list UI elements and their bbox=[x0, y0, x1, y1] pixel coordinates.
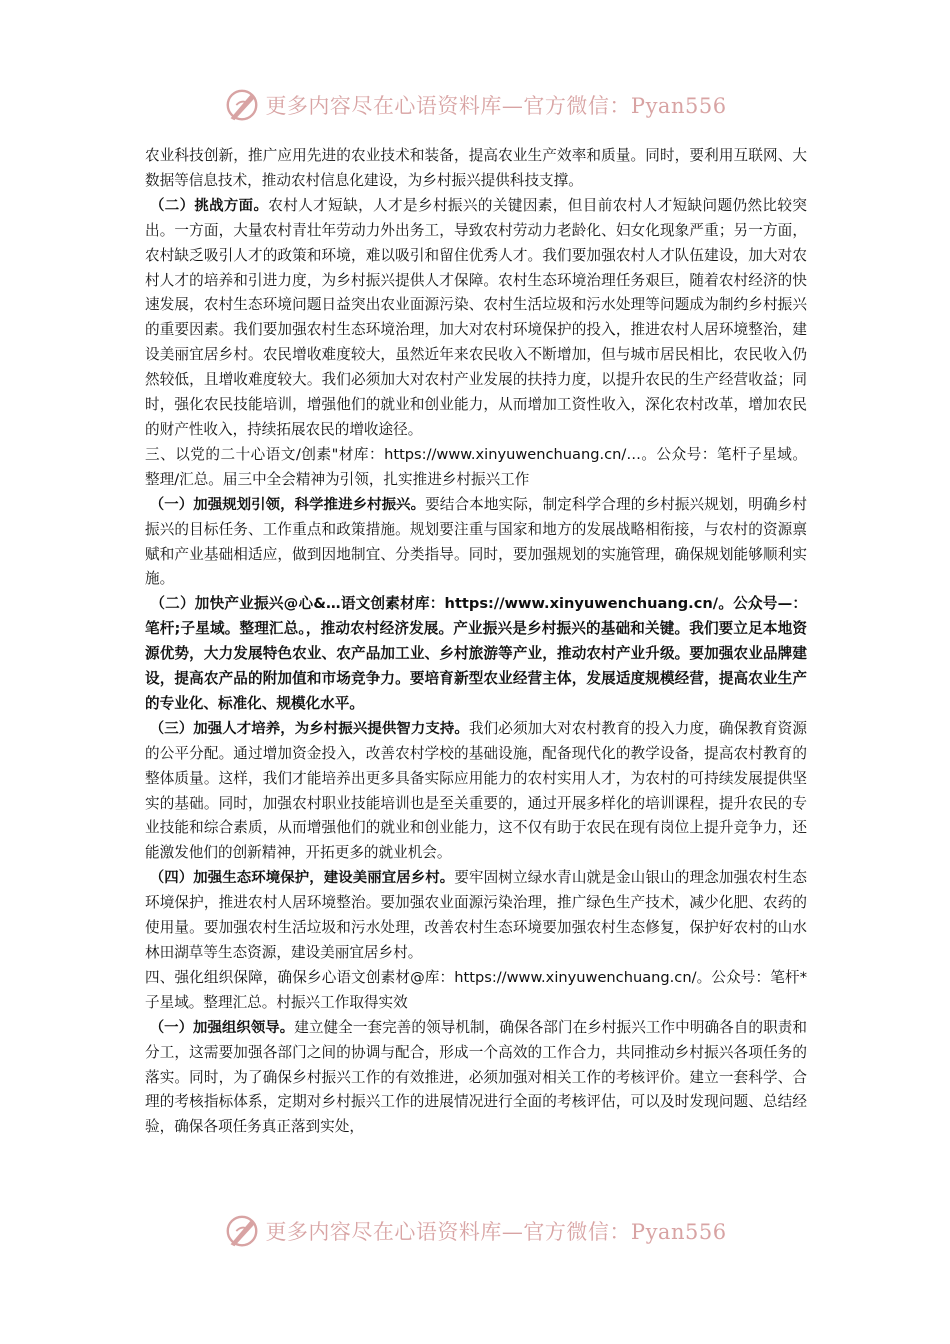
paragraph-lead: （二）挑战方面。 bbox=[150, 197, 269, 214]
paragraph-lead: （三）加强人才培养，为乡村振兴提供智力支持。 bbox=[149, 720, 469, 737]
paragraph-tech-support: 农业科技创新，推广应用先进的农业技术和装备，提高农业生产效率和质量。同时，要利用互联网、大数据等信息技术，推动农村信息化建设，为乡村振兴提供科技支撑。 bbox=[145, 147, 807, 189]
paragraph-lead: （一）加强组织领导。 bbox=[149, 1019, 295, 1036]
section-heading-3: 三、以党的二十心语文/创素"材库：https://www.xinyuwenchuang.cn/…。公众号：笔杆子星域。整理/汇总。届三中全会精神为引领，扎实推进乡村振兴工作 bbox=[145, 445, 807, 488]
footer-watermark-banner bbox=[0, 1206, 950, 1256]
footer-watermark-text: 更多内容尽在心语资料库—官方微信：Pyan556 bbox=[265, 1220, 727, 1244]
pen-logo-icon bbox=[223, 1212, 261, 1250]
paragraph-challenges bbox=[145, 194, 807, 443]
document-body bbox=[145, 144, 807, 1140]
paragraph-ecology bbox=[145, 866, 807, 966]
header-watermark-banner bbox=[0, 80, 950, 130]
paragraph-planning bbox=[145, 493, 807, 593]
section-heading-4: 四、强化组织保障，确保乡心语文创素材@库：https://www.xinyuwenchuang.cn/。公众号：笔杆*子星域。整理汇总。村振兴工作取得实效 bbox=[145, 968, 807, 1011]
paragraph-leadership bbox=[145, 1016, 807, 1141]
paragraph-talent bbox=[145, 717, 807, 866]
paragraph-text: 建立健全一套完善的领导机制，确保各部门在乡村振兴工作中明确各自的职责和分工，这需要加强各部门之间的协调与配合，形成一个高效的工作合力，共同推动乡村振兴各项任务的落实。同时，为了确保乡村振兴工作的有效推进，必须加强对相关工作的考核评价。建立一套科学、合理的考核指标体系，定期对乡村振兴工作的进展情况进行全面的考核评估，可以及时发现问题、总结经验，确保各项任务真正落到实处， bbox=[145, 1018, 807, 1136]
paragraph-text: 要结合本地实际，制定科学合理的乡村振兴规划，明确乡村振兴的目标任务、工作重点和政策措施。规划要注重与国家和地方的发展战略相衔接，与农村的资源禀赋和产业基础相适应，做到因地制宜、分类指导。同时，要加强规划的实施管理，确保规划能够顺利实施。 bbox=[145, 495, 807, 588]
paragraph-text: 我们必须加大对农村教育的投入力度，确保教育资源的公平分配。通过增加资金投入，改善农村学校的基础设施，配备现代化的教学设备，提高农村教育的整体质量。这样，我们才能培养出更多具备实际应用能力的农村实用人才，为农村的可持续发展提供坚实的基础。同时，加强农村职业技能培训也是至关重要的，通过开展多样化的培训课程，提升农民的专业技能和综合素质，从而增强他们的就业和创业能力，这不仅有助于农民在现有岗位上提升竞争力，还能激发他们的创新精神，开拓更多的就业机会。 bbox=[145, 719, 807, 862]
paragraph-industry bbox=[145, 592, 807, 717]
paragraph-lead: （四）加强生态环境保护，建设美丽宜居乡村。 bbox=[149, 870, 455, 887]
paragraph-lead: （一）加强规划引领，科学推进乡村振兴。 bbox=[149, 496, 426, 513]
paragraph-text: 农村人才短缺，人才是乡村振兴的关键因素，但目前农村人才短缺问题仍然比较突出。一方面，大量农村青壮年劳动力外出务工，导致农村劳动力老龄化、妇女化现象严重；另一方面，农村缺乏吸引人才的政策和环境，难以吸引和留住优秀人才。我们要加强农村人才队伍建设，加大对农村人才的培养和引进力度，为乡村振兴提供人才保障。农村生态环境治理任务艰巨，随着农村经济的快速发展，农村生态环境问题日益突出农业面源污染、农村生活垃圾和污水处理等问题成为制约乡村振兴的重要因素。我们要加强农村生态环境治理，加大对农村环境保护的投入，推进农村人居环境整治，建设美丽宜居乡村。农民增收难度较大，虽然近年来农民收入不断增加，但与城市居民相比，农民收入仍然较低，且增收难度较大。我们必须加大对农村产业发展的扶持力度，以提升农民的生产经营收益；同时，强化农民技能培训，增强他们的就业和创业能力，从而增加工资性收入，深化农村改革，增加农民的财产性收入，持续拓展农民的增收途径。 bbox=[145, 196, 807, 438]
header-watermark-text: 更多内容尽在心语资料库—官方微信：Pyan556 bbox=[265, 94, 727, 118]
paragraph-text: （二）加快产业振兴@心&…语文创素材库：https://www.xinyuwenchuang.cn/。公众号—：笔杆;子星域。整理汇总。，推动农村经济发展。产业振兴是乡村振兴的基础和关键。我们要立足本地资源优势，大力发展特色农业、农产品加工业、乡村旅游等产业，推动农村产业升级。要加强农业品牌建设，提高农产品的附加值和市场竞争力。要培育新型农业经营主体，发展适度规模经营，提高农业生产的专业化、标准化、规模化水平。 bbox=[145, 595, 807, 712]
paragraph-text: 要牢固树立绿水青山就是金山银山的理念加强农村生态环境保护，推进农村人居环境整治。要加强农业面源污染治理，推广绿色生产技术，减少化肥、农药的使用量。要加强农村生活垃圾和污水处理，改善农村生态环境要加强农村生态修复，保护好农村的山水林田湖草等生态资源，建设美丽宜居乡村。 bbox=[145, 869, 807, 961]
pen-logo-icon bbox=[223, 86, 261, 124]
